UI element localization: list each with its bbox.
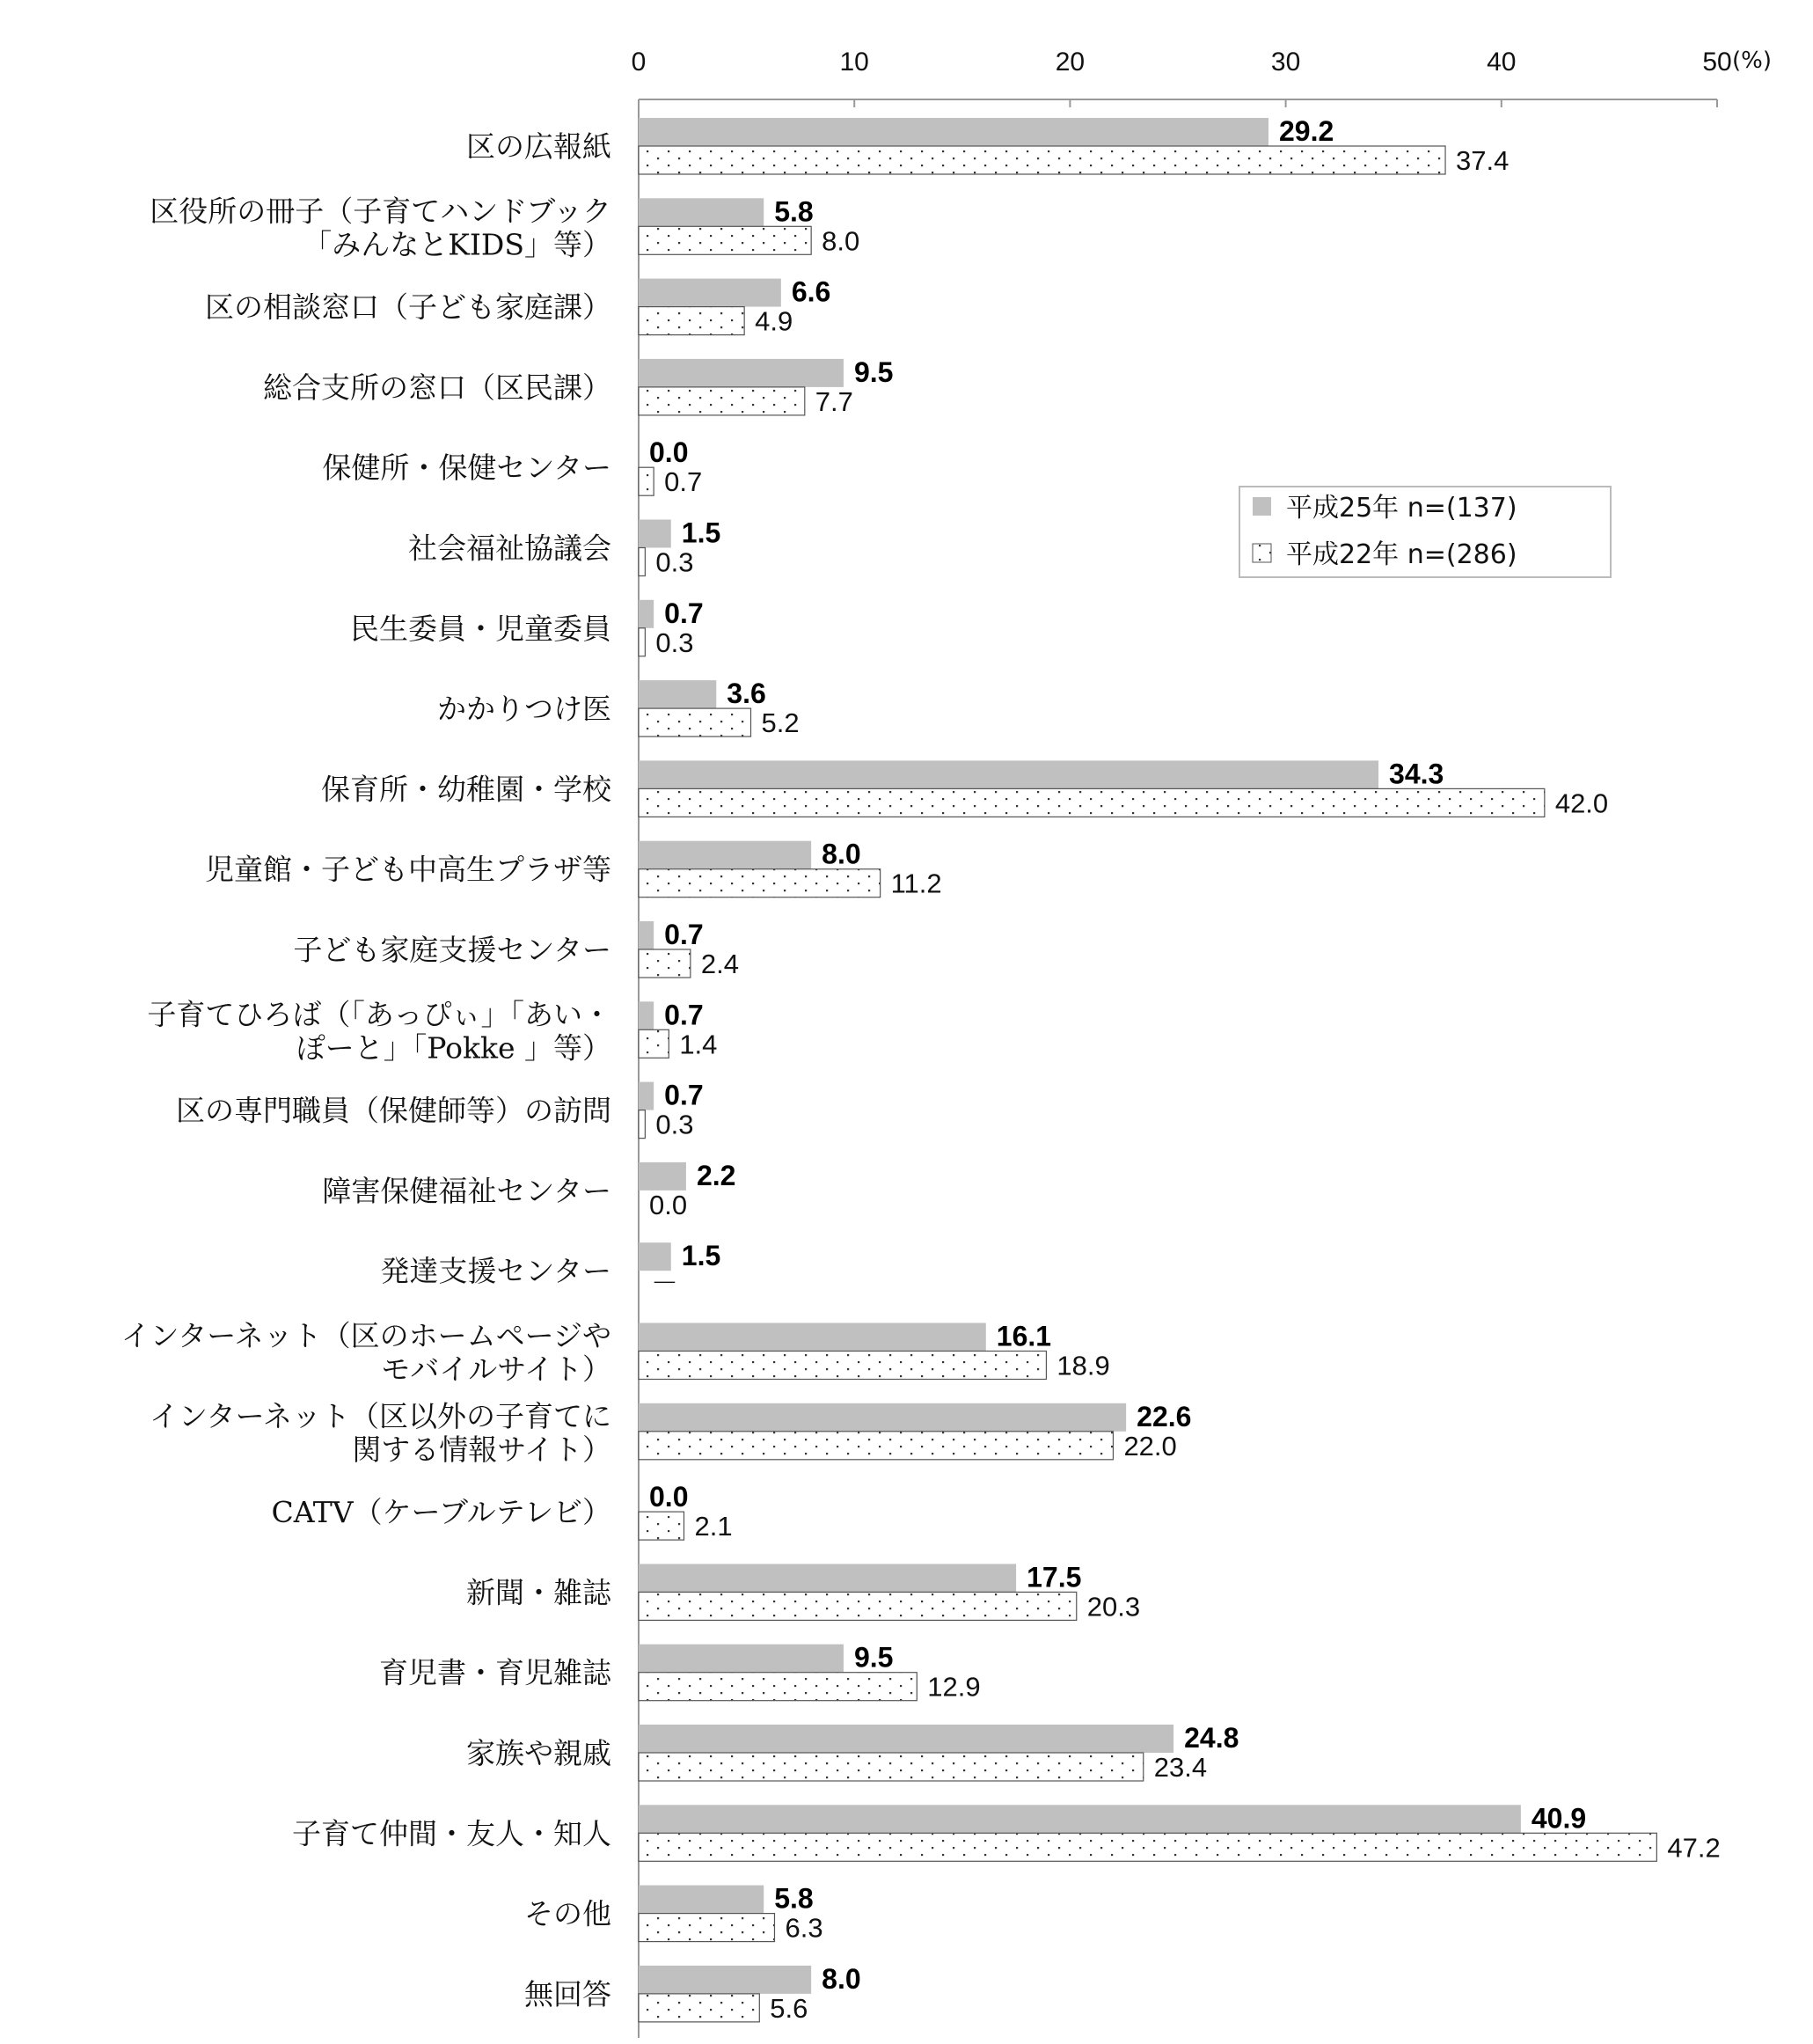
legend-label-2013: 平成25年 n=(137) xyxy=(1286,493,1517,524)
category-label xyxy=(150,194,611,261)
bar-2010 xyxy=(639,226,811,254)
bar-2013 xyxy=(639,1725,1173,1753)
category-label xyxy=(205,853,611,887)
value-label-2013: 0.7 xyxy=(664,597,704,629)
category-label-line: 子育て仲間・友人・知人 xyxy=(292,1816,611,1851)
bar-2013 xyxy=(639,600,654,628)
bar-2010 xyxy=(639,869,881,897)
category-label-line: 無回答 xyxy=(524,1976,611,2011)
bar-2013 xyxy=(639,520,671,548)
category-label xyxy=(524,1977,611,2011)
category-label xyxy=(350,612,611,646)
category-label-line: 家族や親戚 xyxy=(466,1736,611,1770)
x-tick-label: 0 xyxy=(631,48,647,77)
value-label-2010: 1.4 xyxy=(679,1029,718,1060)
value-label-2010: 2.4 xyxy=(700,949,739,979)
category-label-line: 保育所・幼稚園・学校 xyxy=(321,772,611,807)
value-label-2013: 8.0 xyxy=(822,838,861,870)
bar-2013 xyxy=(639,760,1378,788)
category-label xyxy=(408,531,611,566)
category-label xyxy=(380,1254,611,1288)
value-label-2010: 47.2 xyxy=(1667,1832,1721,1864)
bar-2013 xyxy=(639,1242,671,1271)
category-label-line: 保健所・保健センター xyxy=(322,451,611,486)
category-label xyxy=(322,1174,611,1208)
category-label xyxy=(321,772,612,806)
bar-2013 xyxy=(639,1001,654,1029)
bar-2013 xyxy=(639,921,654,949)
value-label-2010: 0.3 xyxy=(655,626,694,658)
bar-2010 xyxy=(639,1512,684,1540)
category-label-line: 子ども家庭支援センター xyxy=(293,933,611,967)
x-tick-label: 10 xyxy=(839,48,869,77)
value-label-2013: 34.3 xyxy=(1389,758,1444,790)
bar-2013 xyxy=(639,1805,1521,1833)
category-label-line: 育児書・育児雑誌 xyxy=(379,1655,611,1690)
category-label xyxy=(466,129,611,164)
bar-2013 xyxy=(639,1564,1016,1592)
value-label-2010: 5.2 xyxy=(761,707,800,739)
category-label xyxy=(147,997,611,1065)
value-label-2010: 20.3 xyxy=(1086,1591,1141,1623)
category-label-line: その他 xyxy=(524,1896,611,1931)
value-label-2010: 23.4 xyxy=(1153,1752,1208,1783)
value-label-2013: 40.9 xyxy=(1531,1802,1587,1835)
bar-2013 xyxy=(639,841,811,869)
bar-2010 xyxy=(639,628,645,656)
value-label-2010: 7.7 xyxy=(815,385,853,417)
bar-2013 xyxy=(639,118,1268,146)
value-label-2013: 9.5 xyxy=(853,355,894,388)
category-label xyxy=(272,1495,612,1529)
category-label-line: かかりつけ医 xyxy=(437,692,611,727)
bar-2013 xyxy=(639,1645,844,1673)
category-label-line: 区役所の冊子（子育てハンドブック xyxy=(150,194,611,229)
category-label-line: 児童館・子ども中高生プラザ等 xyxy=(205,852,611,887)
bar-2013 xyxy=(639,1323,986,1352)
bar-2013 xyxy=(639,198,764,226)
bar-2010 xyxy=(639,387,805,415)
bar-2010 xyxy=(639,1029,669,1058)
category-label xyxy=(466,1736,611,1770)
category-label-line: 「みんなとKIDS」等） xyxy=(303,227,611,262)
bar-2010 xyxy=(639,146,1445,174)
bar-2010 xyxy=(639,788,1545,817)
bar-2010 xyxy=(639,949,691,978)
bar-2010 xyxy=(639,548,645,576)
category-label xyxy=(322,451,611,485)
bar-2013 xyxy=(639,1886,764,1914)
category-label xyxy=(205,290,611,325)
value-label-2010: 0.0 xyxy=(649,1189,688,1220)
value-label-2013: 24.8 xyxy=(1184,1722,1239,1754)
bar-2010 xyxy=(639,1914,774,1942)
value-label-2010: 6.3 xyxy=(785,1912,823,1944)
category-label-line: 区の専門職員（保健師等）の訪問 xyxy=(176,1093,611,1128)
bar-2013 xyxy=(639,1162,686,1191)
value-label-2013: 1.5 xyxy=(681,516,721,549)
value-label-2010: 11.2 xyxy=(890,868,942,899)
x-tick-label: 30 xyxy=(1270,48,1301,77)
value-label-2013: 0.0 xyxy=(649,1481,689,1513)
value-label-2013: 5.8 xyxy=(774,195,814,228)
value-label-2013: 0.0 xyxy=(649,436,689,469)
value-label-2013: 16.1 xyxy=(996,1320,1052,1352)
category-label-line: 新聞・雑誌 xyxy=(466,1575,611,1610)
category-label xyxy=(524,1897,611,1931)
value-label-2013: 8.0 xyxy=(822,1962,861,1995)
category-label xyxy=(292,1816,611,1850)
bar-2010 xyxy=(639,467,654,495)
bar-2010 xyxy=(639,307,744,335)
value-label-2010: 8.0 xyxy=(822,225,860,257)
value-label-2013: 0.7 xyxy=(664,1079,704,1111)
category-label-line: 区の広報紙 xyxy=(466,129,611,164)
value-label-2013: 9.5 xyxy=(853,1641,894,1674)
bar-2010 xyxy=(639,1833,1656,1861)
value-label-2013: 5.8 xyxy=(774,1882,814,1915)
bars-layer xyxy=(639,118,1656,2022)
value-label-2013: 3.6 xyxy=(727,678,766,710)
value-label-2010: 42.0 xyxy=(1554,788,1609,819)
x-tick-label: 40 xyxy=(1487,48,1517,77)
value-label-2010: 2.1 xyxy=(694,1511,733,1542)
category-label-line: 発達支援センター xyxy=(380,1254,611,1289)
bar-2013 xyxy=(639,1082,654,1110)
bar-2010 xyxy=(639,1110,645,1139)
legend-swatch-2010 xyxy=(1253,544,1271,562)
bar-2013 xyxy=(639,1403,1126,1432)
value-label-2013: 6.6 xyxy=(791,275,831,308)
value-label-2013: 0.7 xyxy=(664,919,704,950)
value-label-2010: 22.0 xyxy=(1123,1430,1177,1462)
category-label xyxy=(466,1575,612,1609)
legend-swatch-2013 xyxy=(1253,497,1271,516)
bar-2013 xyxy=(639,680,716,708)
category-label-line: CATV（ケーブルテレビ） xyxy=(271,1495,611,1530)
bar-2013 xyxy=(639,279,781,307)
value-label-2010: 18.9 xyxy=(1056,1350,1110,1381)
value-label-2013: 1.5 xyxy=(681,1240,721,1272)
category-label-line: モバイルサイト） xyxy=(381,1352,611,1387)
category-label xyxy=(263,370,611,405)
bar-2010 xyxy=(639,1994,759,2022)
bar-2010 xyxy=(639,1352,1046,1380)
category-label-line: 総合支所の窓口（区民課） xyxy=(263,370,611,405)
category-label-line: 区の相談窓口（子ども家庭課） xyxy=(205,289,611,325)
category-label-line: 社会福祉協議会 xyxy=(408,531,611,566)
legend xyxy=(1239,487,1611,577)
value-label-2010: 0.7 xyxy=(664,466,703,498)
category-label-line: 民生委員・児童委員 xyxy=(350,611,611,646)
bar-2010 xyxy=(639,1673,917,1701)
value-label-2010: 0.3 xyxy=(655,1109,694,1140)
category-label xyxy=(437,692,611,726)
category-label-line: 関する情報サイト） xyxy=(352,1432,611,1467)
value-label-2010: 0.3 xyxy=(655,546,694,578)
bar-2010 xyxy=(639,708,751,736)
category-label-line: インターネット（区以外の子育てに xyxy=(149,1398,611,1433)
category-label xyxy=(150,1399,611,1467)
value-label-2013: 22.6 xyxy=(1137,1400,1192,1432)
bar-2010 xyxy=(639,1753,1144,1781)
value-label-2013: 2.2 xyxy=(696,1159,736,1191)
value-label-2010: 12.9 xyxy=(927,1671,981,1703)
category-label xyxy=(121,1319,611,1387)
value-label-2013: 17.5 xyxy=(1027,1561,1082,1593)
bar-2013 xyxy=(639,1966,811,1994)
value-label-2010: 37.4 xyxy=(1456,145,1510,176)
category-label-line: 障害保健福祉センター xyxy=(322,1173,611,1208)
value-label-2013: 29.2 xyxy=(1278,115,1334,147)
x-tick-label: 20 xyxy=(1055,48,1086,77)
category-label-line: ぽーと」「Pokke 」等） xyxy=(296,1030,611,1066)
category-label-line: インターネット（区のホームページや xyxy=(121,1318,611,1353)
value-label-2010: 4.9 xyxy=(755,305,793,337)
bar-2010 xyxy=(639,1592,1077,1620)
value-label-2010: － xyxy=(651,1268,678,1300)
x-tick-label: 50 xyxy=(1702,48,1732,77)
bar-2013 xyxy=(639,359,844,387)
category-label-line: 子育てひろば（「あっぴぃ」「あい・ xyxy=(147,997,611,1032)
bar-2010 xyxy=(639,1432,1113,1460)
unit-label: (%) xyxy=(1732,48,1772,74)
value-label-2010: 5.6 xyxy=(770,1992,808,2024)
category-label xyxy=(176,1094,611,1128)
category-label xyxy=(379,1656,612,1690)
legend-label-2010: 平成22年 n=(286) xyxy=(1286,539,1517,570)
category-label xyxy=(293,933,611,967)
value-label-2013: 0.7 xyxy=(664,999,704,1031)
